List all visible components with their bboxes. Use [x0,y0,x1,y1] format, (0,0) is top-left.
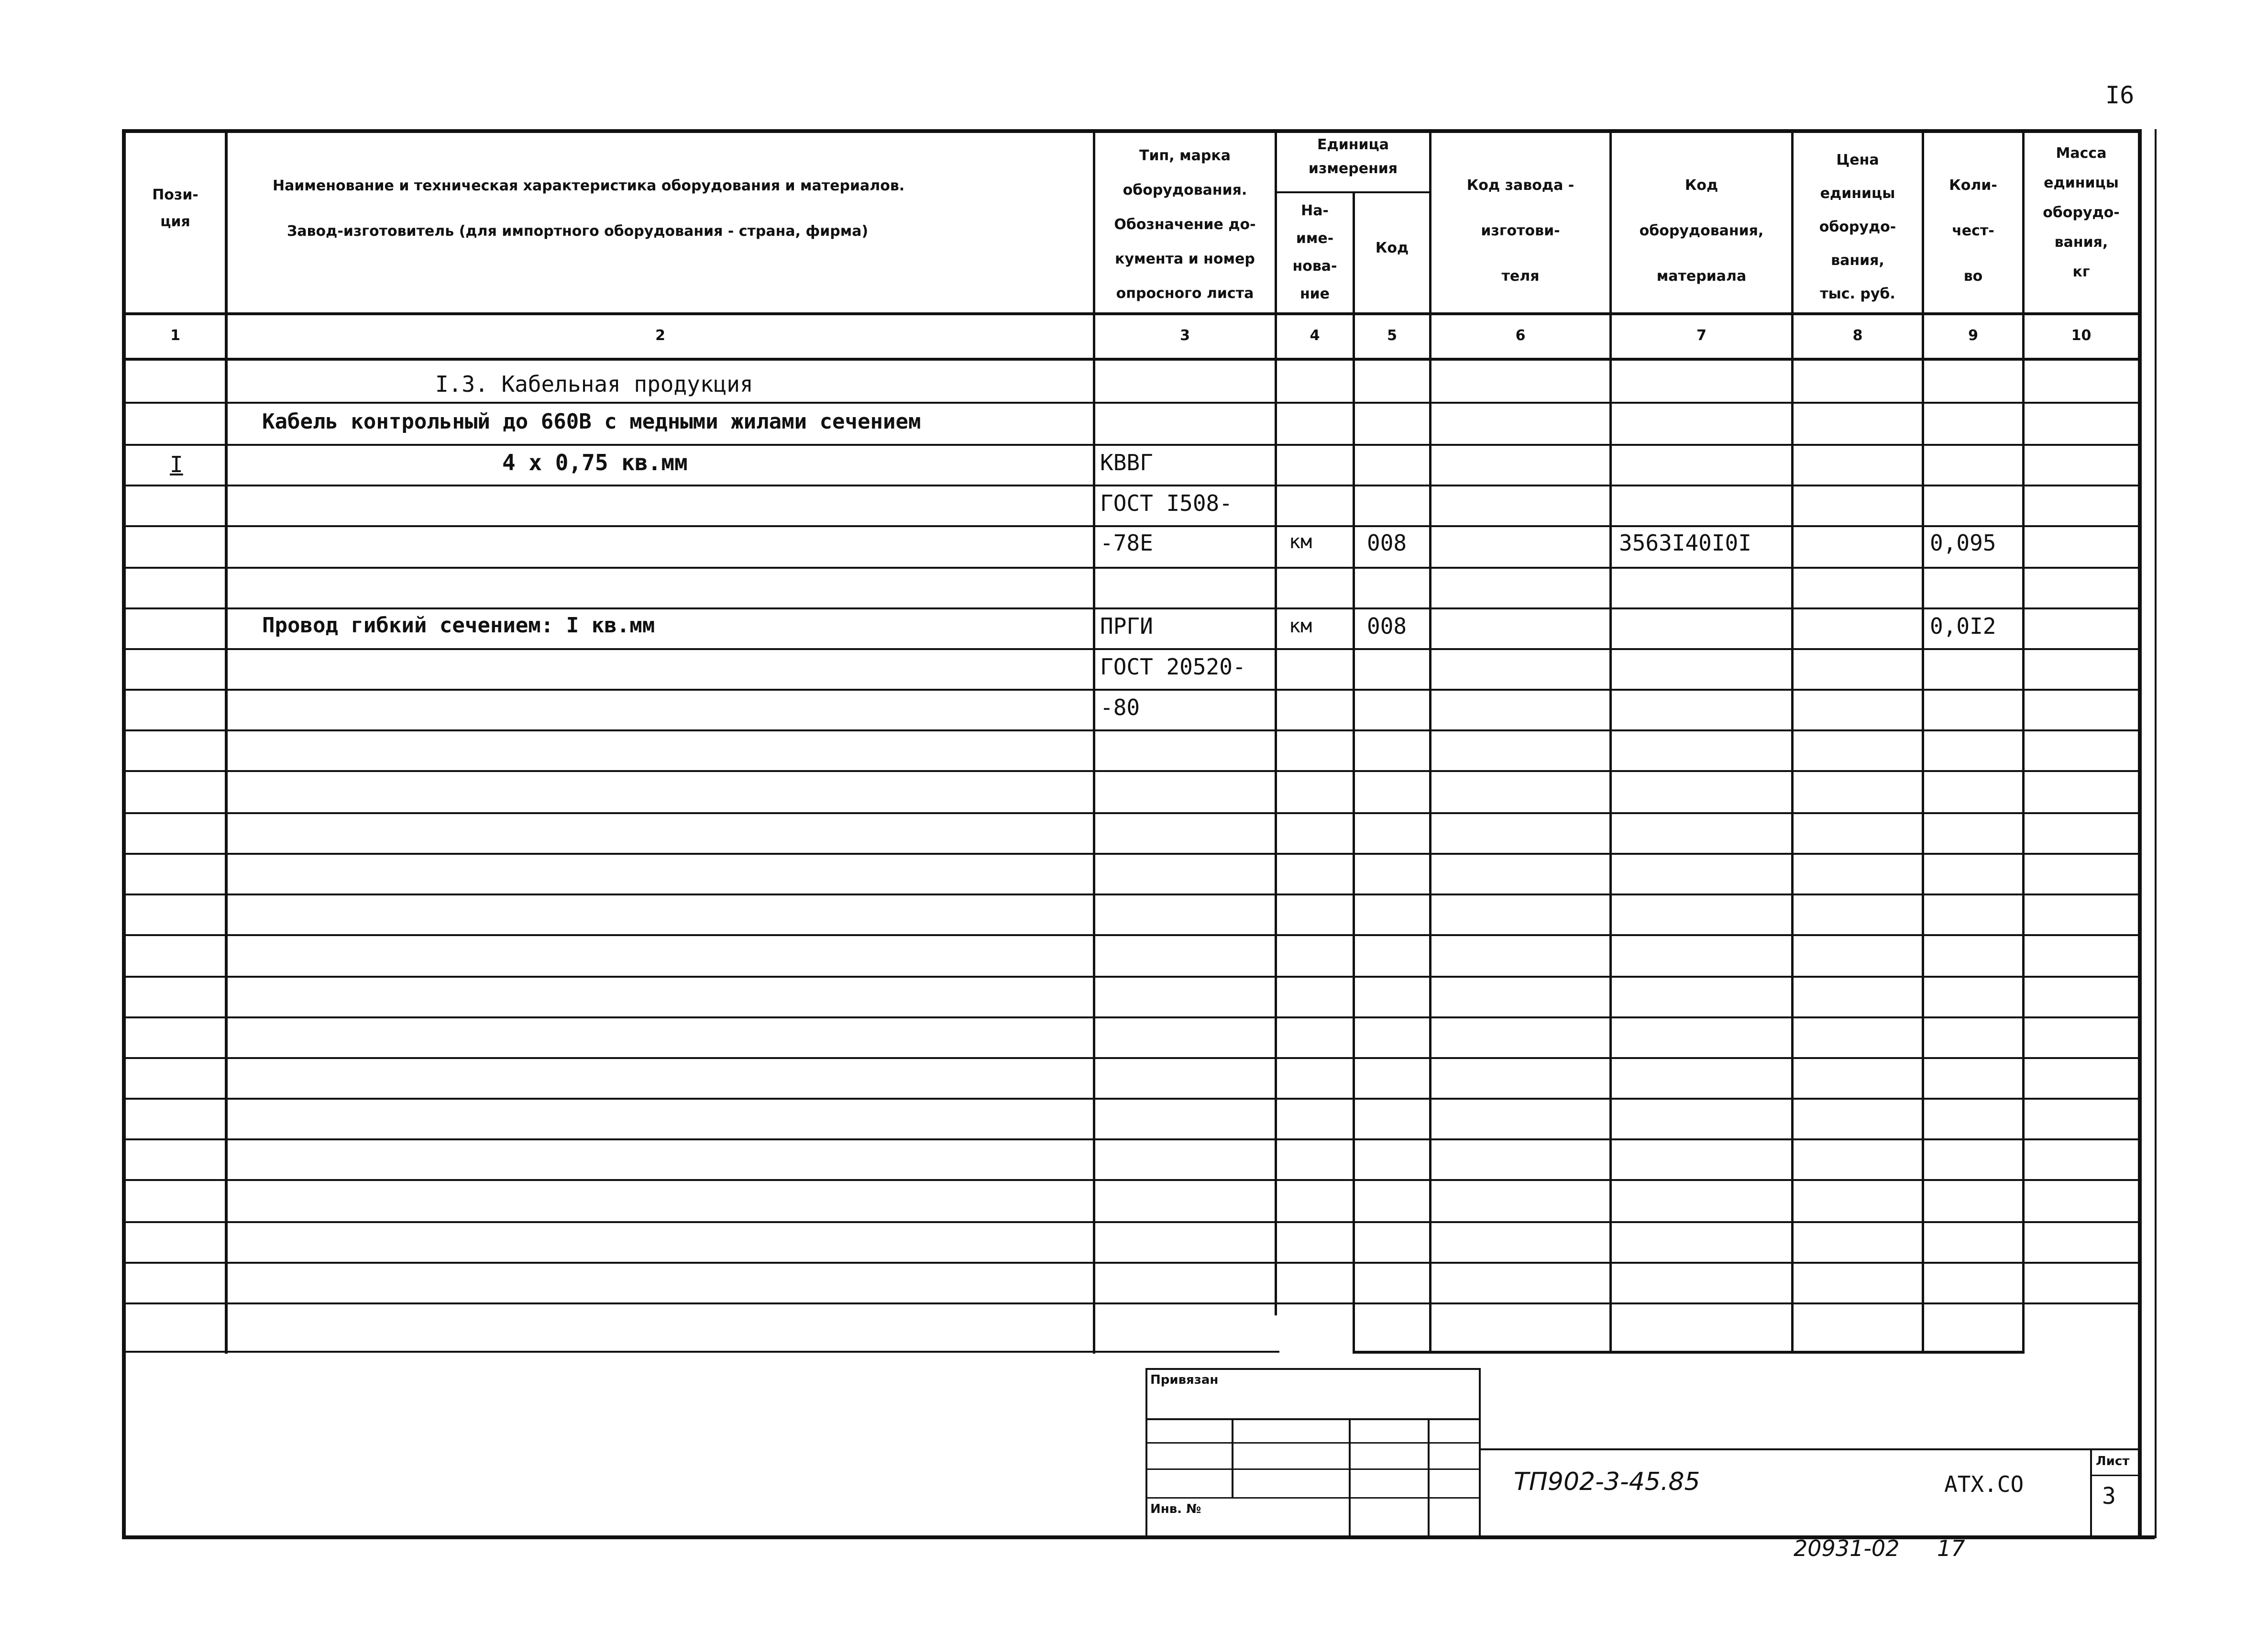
header-mass: Масса единицы оборудо- вания, кг [2043,145,2120,280]
item2-quantity: 0,0I2 [1930,613,1996,639]
colnum-10: 10 [2071,327,2092,344]
item1-material-code: 3563I40I0I [1619,530,1751,556]
section-title: I.3. Кабельная продукция [435,371,753,397]
item1-type-3: -78Е [1100,530,1153,556]
header-price: Цена единицы оборудо- вания, тыс. руб. [1819,152,1896,302]
item1-type-2: ГОСТ I508- [1100,490,1233,516]
header-position-text: Пози- ция [152,187,198,230]
sheet-number: 3 [2102,1483,2116,1510]
header-name-line2: Завод-изготовитель (для импортного оборудования - страна, фирма) [287,223,869,240]
archive-page: 17 [1937,1535,1965,1561]
colnum-8: 8 [1852,327,1863,344]
colnum-5: 5 [1387,327,1397,344]
item1-name-line2: 4 х 0,75 кв.мм [502,450,688,475]
item1-unit: км [1289,531,1312,553]
item2-unit-code: 008 [1367,613,1407,639]
item1-name-line1: Кабель контрольный до 660В с медными жилами сечением [262,409,921,434]
header-position [126,182,225,235]
stamp-inv-no: Инв. № [1150,1502,1201,1516]
doc-suffix: АТХ.СО [1944,1471,2024,1497]
page-number: I6 [2105,81,2135,109]
item1-position: I [170,452,183,477]
colnum-1: 1 [170,327,180,344]
doc-code-text: ТП902-3-45.85 [1514,1467,1700,1496]
item2-unit: км [1289,615,1312,637]
colnum-9: 9 [1968,327,1978,344]
item1-unit-code: 008 [1367,530,1407,556]
archive-number: 20931-02 [1794,1535,1900,1561]
colnum-4: 4 [1310,327,1320,344]
header-unit-name: На- име- нова- ние [1292,202,1337,302]
header-name-line1: Наименование и техническая характеристика оборудования и материалов. [273,177,905,194]
item1-type-1: КВВГ [1100,450,1153,475]
item1-quantity: 0,095 [1930,530,1996,556]
header-type: Тип, марка оборудования. Обозначение до- кумента и номер опросного листа [1114,147,1256,302]
item2-type-2: ГОСТ 20520- [1100,654,1246,680]
header-quantity: Коли- чест- во [1949,177,1997,285]
item2-name: Провод гибкий сечением: I кв.мм [262,613,655,638]
header-equipment-code: Код оборудования, материала [1639,177,1764,285]
doc-code [1514,1467,1700,1496]
header-unit: Единица измерения [1308,136,1398,177]
colnum-3: 3 [1180,327,1190,344]
header-manufacturer-code: Код завода - изготови- теля [1466,177,1574,285]
header-unit-code: Код [1375,240,1409,256]
colnum-6: 6 [1515,327,1526,344]
sheet-label: Лист [2096,1454,2130,1468]
item2-type-3: -80 [1100,695,1140,720]
stamp-privyazan: Привязан [1150,1373,1219,1387]
item2-type-1: ПРГИ [1100,613,1153,639]
colnum-2: 2 [655,327,665,344]
colnum-7: 7 [1696,327,1707,344]
